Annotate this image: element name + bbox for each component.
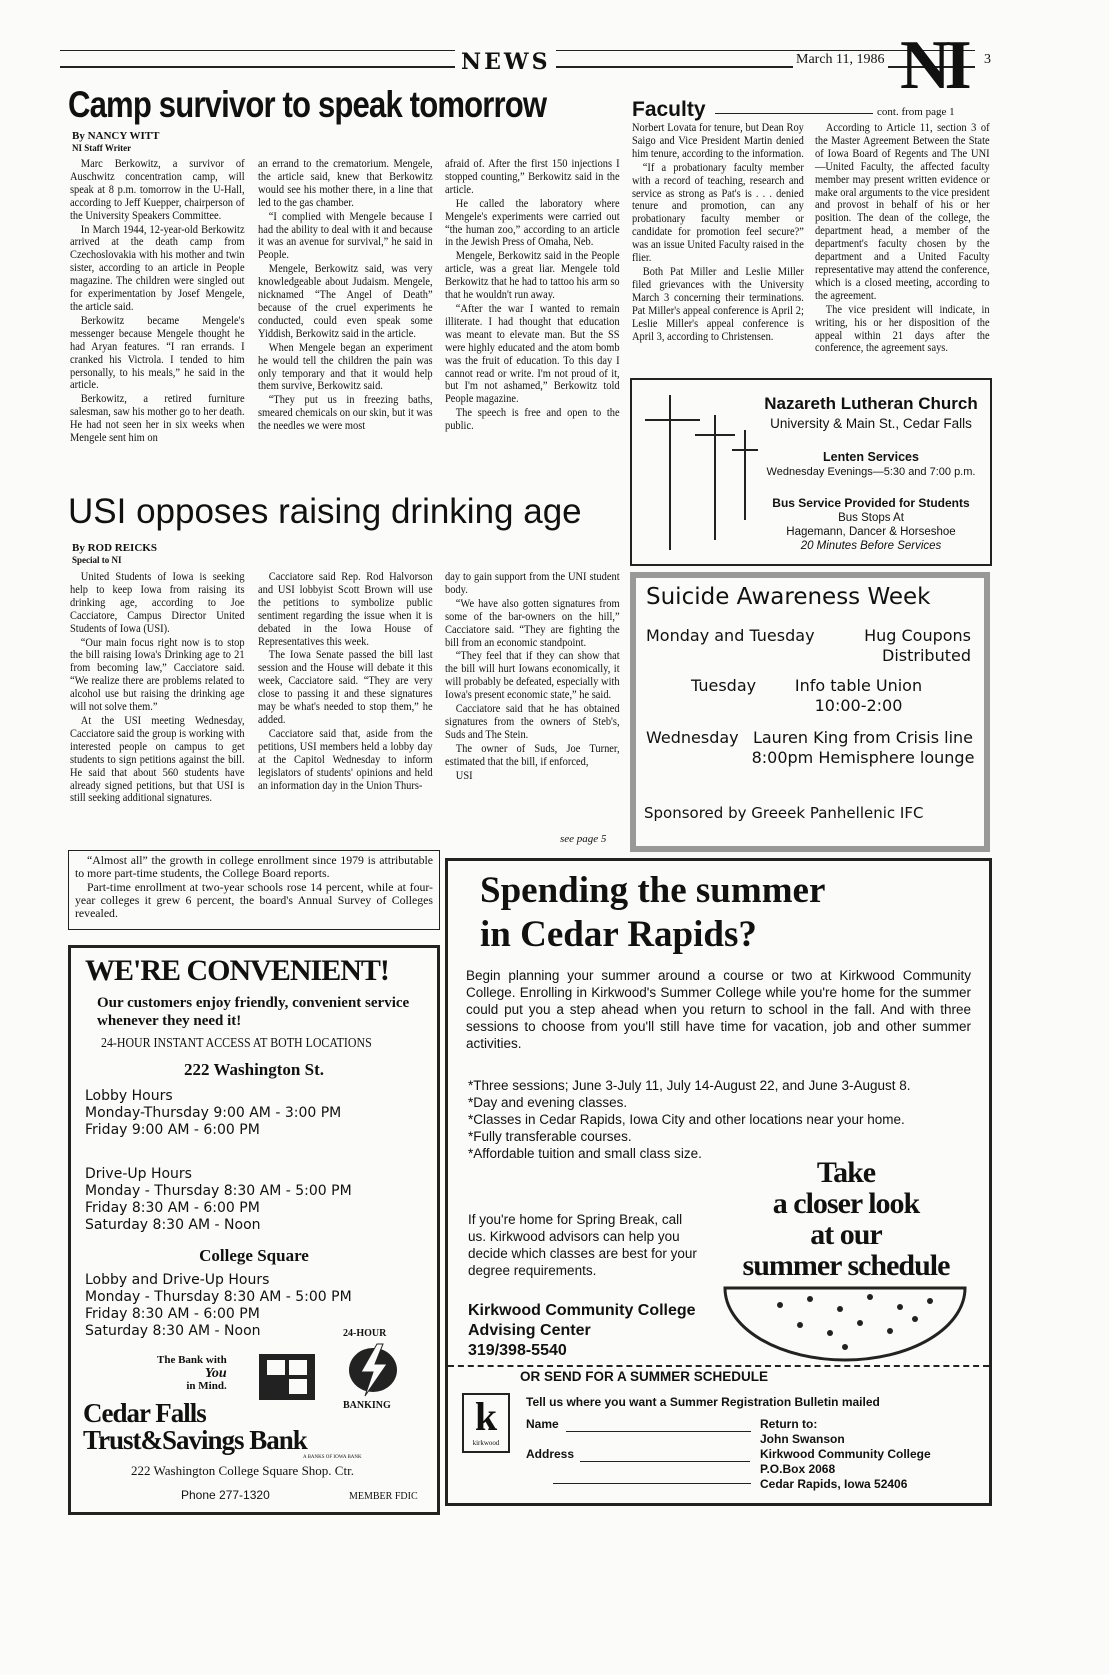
- paragraph: Mengele, Berkowitz said in the People article, was a great liar. Mengele told Berkowitz that he had to tattoo his arm so that he wouldn't run away.: [445, 249, 620, 302]
- suicide-awareness-ad: [630, 572, 990, 852]
- bus-line: Hagemann, Dancer & Horseshoe: [786, 526, 956, 538]
- usi-byline: By ROD REICKS Special to NI: [72, 542, 157, 565]
- return-address: Return to: John Swanson Kirkwood Community College P.O.Box 2068 Cedar Rapids, Iowa 52406: [760, 1417, 931, 1491]
- paragraph: “They feel that if they can show that the bill will hurt Iowans economically, it will probably be defeated, especially with Iowa's present economic state,” he said.: [445, 649, 620, 702]
- event-day: Wednesday: [646, 728, 739, 747]
- paragraph: When Mengele began an experiment he would tell the children the pain was only temporary and that it would help them survive, Berkowitz said.: [258, 340, 433, 393]
- name-field[interactable]: [566, 1431, 751, 1432]
- bus-line: Bus Stops At: [838, 512, 904, 524]
- fdic-label: MEMBER FDIC: [349, 1491, 418, 1502]
- tell-us-text: Tell us where you want a Summer Registration Bulletin mailed: [526, 1395, 880, 1409]
- event-detail: Hug Coupons Distributed: [864, 626, 971, 665]
- event-detail: Info table Union 10:00-2:00: [794, 676, 923, 715]
- paragraph: Mengele, Berkowitz said, was very knowledgeable about Judaism. Mengele, nicknamed “The Angel of Death” because of the cruel experiments he conducted, could even speak some Yiddish, Berkowitz said in the article.: [258, 262, 433, 340]
- paragraph: “If a probationary faculty member with a record of teaching, research and service as strong as Pat's is . . . denied tenure and promotion, can any probationary faculty member or candidate for promotion feel secure?” was an issue United Faculty raised in the flier.: [632, 160, 804, 265]
- usi-column-3: [445, 571, 620, 784]
- address-field[interactable]: [580, 1461, 750, 1462]
- paragraph: According to Article 11, section 3 of the Master Agreement Between the State of Iowa Board of Regents and The UNI—United Faculty, the affected faculty member may present written evidence or make oral arguments to the vice president and provost in behalf of his or her position. The dean of the college, the department head, a member of the department's faculty chosen by the department and a United Faculty representative may attend the conference, which is a closed meeting, according to the agreement.: [815, 121, 990, 302]
- paragraph: Cacciatore said that he has obtained signatures from the owners of Steb's, Suds and The Stein.: [445, 702, 620, 741]
- bus-line: 20 Minutes Before Services: [800, 540, 942, 552]
- paragraph: Norbert Lovata for tenure, but Dean Roy Saigo and Vice President Martin denied him tenure, according to the information.: [632, 121, 804, 160]
- address-label: Address: [526, 1447, 575, 1461]
- coupon-cut-line: [448, 1365, 989, 1367]
- paragraph: Marc Berkowitz, a survivor of Auschwitz concentration camp, will speak at 8 p.m. tomorrow in the U-Hall, according to Jeff Kuepper, chairperson of the University Speakers Committee.: [70, 157, 245, 222]
- bank-name: Cedar Falls Trust&Savings Bank: [83, 1398, 307, 1455]
- bank-tagline: The Bank with You in Mind.: [157, 1354, 227, 1392]
- paragraph: United Students of Iowa is seeking help to keep Iowa from raising its drinking age, according to Joe Cacciatore, Campus Director United Students of Iowa (USI).: [70, 570, 245, 635]
- paragraph: USI: [455, 768, 473, 782]
- faculty-column-2: [815, 122, 990, 356]
- paragraph: “They put us in freezing baths, smeared chemicals on our skin, but it was the needles we were most: [258, 393, 433, 433]
- address-field-line-2[interactable]: [553, 1483, 751, 1484]
- section-name: NEWS: [455, 49, 556, 75]
- usi-column-2: [258, 571, 433, 793]
- faculty-headline: Faculty: [632, 98, 706, 121]
- enrollment-brief: [68, 850, 440, 930]
- kirkwood-logo: k kirkwood: [462, 1393, 510, 1453]
- church-ad: [630, 378, 992, 566]
- location-1: 222 Washington St.: [184, 1060, 324, 1079]
- paragraph: The owner of Suds, Joe Turner, estimated that the bill, if enforced,: [445, 741, 620, 768]
- event-detail: Lauren King from Crisis line 8:00pm Hemisphere lounge: [751, 728, 975, 767]
- take-closer-look: Take a closer look at our summer schedule: [742, 1156, 950, 1282]
- event-day: Monday and Tuesday: [646, 626, 815, 645]
- kirkwood-bullets: *Three sessions; June 3-July 11, July 14-August 22, and June 3-August 8. *Day and evening classes. *Classes in Cedar Rapids, Iowa City and other locations near your home. *Fully transferable courses. *Affordable tuition and small class size.: [468, 1078, 911, 1161]
- paragraph: The Iowa Senate passed the bill last session and the House will debate it this week, Cacciatore said. “They are very close to passing it and these signatures may be what's needed to stop them,” he added.: [258, 648, 433, 726]
- paragraph: “Almost all” the growth in college enrollment since 1979 is attributable to more part-time students, the College Board reports.: [75, 853, 433, 880]
- paragraph: The vice president will indicate, in writing, his or her disposition of the appeal within 21 days after the conference, the agreement says.: [815, 302, 990, 355]
- paragraph: day to gain support from the UNI student body.: [445, 570, 620, 596]
- bus-title: Bus Service Provided for Students: [772, 496, 970, 510]
- faculty-column-1: [632, 122, 804, 344]
- ni-logo: NI: [900, 27, 966, 104]
- services-time: Wednesday Evenings—5:30 and 7:00 p.m.: [766, 466, 976, 478]
- lobby-hours: Lobby Hours Monday-Thursday 9:00 AM - 3:00 PM Friday 9:00 AM - 6:00 PM: [85, 1088, 342, 1138]
- watermelon-icon: [720, 1285, 970, 1363]
- faculty-cont: cont. from page 1: [877, 106, 955, 118]
- camp-column-3: [445, 158, 620, 434]
- paragraph: Berkowitz, a retired furniture salesman, saw his mother go to her death. He had not seen her in six weeks when Mengele sent him on: [70, 392, 245, 445]
- spring-break-note: If you're home for Spring Break, call us. Kirkwood advisors can help you decide which classes are best for your degree requirements.: [468, 1212, 697, 1278]
- paragraph: an errand to the crematorium. Mengele, the article said, knew that Berkowitz would see his mother there, in a line that led to the gas chamber.: [258, 157, 433, 209]
- issue-date: March 11, 1986: [793, 52, 888, 68]
- atm-label: BANKING: [343, 1400, 391, 1411]
- faculty-rule: [715, 113, 873, 114]
- college-square-hours: Lobby and Drive-Up Hours Monday - Thursday 8:30 AM - 5:00 PM Friday 8:30 AM - 6:00 PM Saturday 8:30 AM - Noon: [85, 1272, 352, 1339]
- usi-column-1: [70, 571, 245, 806]
- location-2: College Square: [199, 1246, 309, 1265]
- paragraph: At the USI meeting Wednesday, Cacciatore said the group is working with interested people on campus to get students to sign petitions against the bill. He said that about 560 students have already signed petitions, but that USI is still seeking additional signatures.: [70, 713, 245, 805]
- camp-column-2: [258, 158, 433, 434]
- services-title: Lenten Services: [823, 450, 919, 464]
- church-address: University & Main St., Cedar Falls: [770, 416, 972, 431]
- camp-byline: By NANCY WITT NI Staff Writer: [72, 130, 160, 153]
- kirkwood-ad: [445, 858, 992, 1506]
- bank-address: 222 Washington College Square Shop. Ctr.: [131, 1463, 354, 1478]
- name-label: Name: [526, 1417, 559, 1431]
- advising-center: Kirkwood Community College Advising Center 319/398-5540: [468, 1302, 696, 1359]
- paragraph: afraid of. After the first 150 injections I stopped counting,” Berkowitz said in the article.: [445, 157, 620, 196]
- kirkwood-headline: Spending the summer in Cedar Rapids?: [480, 870, 826, 955]
- atm-label: 24-HOUR: [343, 1328, 387, 1339]
- paragraph: “After the war I wanted to remain illiterate. I had thought that education was meant to elevate man. But the SS were highly educated and the atom bomb was the fruit of education. To this day I cannot read or write. I'm not proud of it, but I'm not ashamed,” Berkowitz told People magazine.: [445, 301, 620, 406]
- paragraph: The speech is free and open to the public.: [445, 406, 620, 433]
- paragraph: He called the laboratory where Mengele's experiments were carried out “the human zoo,” according to an article in the Jewish Press of Omaha, Neb.: [445, 196, 620, 249]
- paragraph: “I complied with Mengele because I had the ability to deal with it and because it was an avenue for survival,” he said in People.: [258, 209, 433, 262]
- bank-intro: Our customers enjoy friendly, convenient service whenever they need it!: [97, 995, 410, 1029]
- paragraph: Part-time enrollment at two-year schools rose 14 percent, while at four-year colleges it grew 6 percent, the board's Annual Survey of Colleges revealed.: [75, 879, 433, 920]
- paragraph: Berkowitz became Mengele's messenger because Mengele thought he had Aryan features. “I ran errands. I cranked his Victrola. I tended to him personally, to his meals,” he said in the article.: [70, 313, 245, 392]
- bank-phone: Phone 277-1320: [181, 1488, 270, 1502]
- bank-headline: WE'RE CONVENIENT!: [85, 954, 389, 987]
- kirkwood-intro: Begin planning your summer around a course or two at Kirkwood Community College. Enrolling in Kirkwood's Summer College while you're home for the summer could put you a step ahead when you return to school in the fall. And with three sessions to choose from you'll still have time for vacation, job and other summer activities.: [466, 968, 971, 1051]
- paragraph: “Our main focus right now is to stop the bill raising Iowa's Drinking age to 21 from becoming law,” Cacciatore said. “We realize there are problems related to alcohol use but raising the drinking age will not solve them.”: [70, 635, 245, 714]
- bank-ad: [68, 945, 440, 1515]
- event-day: Tuesday: [691, 676, 757, 695]
- camp-headline: Camp survivor to speak tomorrow: [68, 84, 547, 125]
- bank-network: A BANKS OF IOWA BANK: [303, 1455, 362, 1460]
- page-number: 3: [984, 52, 991, 67]
- paragraph: Both Pat Miller and Leslie Miller filed grievances with the University March 3 concerning their terminations. Pat Miller's appeal conference is April 2; Leslie Miller's appeal conference is April 3, according to Christensen.: [632, 264, 804, 343]
- bank-logo-icon: [257, 1352, 317, 1402]
- paragraph: Cacciatore said Rep. Rod Halvorson and USI lobbyist Scott Brown will use the petitions to symbolize public sentiment regarding the issue when it is debated in the Iowa House of Representatives this week.: [258, 570, 433, 648]
- send-schedule-title: OR SEND FOR A SUMMER SCHEDULE: [520, 1369, 769, 1384]
- drive-up-hours: Drive-Up Hours Monday - Thursday 8:30 AM - 5:00 PM Friday 8:30 AM - 6:00 PM Saturday 8:30 AM - Noon: [85, 1166, 352, 1233]
- see-page-link[interactable]: see page 5: [560, 833, 607, 845]
- sponsor: Sponsored by Greeek Panhellenic IFC: [644, 804, 924, 822]
- atm-lightning-icon: [343, 1342, 403, 1397]
- church-name: Nazareth Lutheran Church: [764, 394, 978, 413]
- crosses-icon: [640, 390, 760, 555]
- usi-headline: USI opposes raising drinking age: [68, 492, 582, 531]
- suicide-title: Suicide Awareness Week: [646, 584, 931, 610]
- paragraph: “We have also gotten signatures from some of the bar-owners on the hill,” Cacciatore said. “They are fighting the bill from an economic standpoint.: [445, 596, 620, 649]
- camp-column-1: [70, 158, 245, 446]
- paragraph: In March 1944, 12-year-old Berkowitz arrived at the death camp from Czechoslovakia with his mother and twin sister, according to an article in People magazine. The children were singled out for experimentation by Josef Mengele, the article said.: [70, 222, 245, 313]
- paragraph: Cacciatore said that, aside from the petitions, USI members held a lobby day at the Capitol Wednesday to inform legislators of students' opinions and held an information day in the Union Thurs-: [258, 726, 433, 792]
- bank-access: 24-HOUR INSTANT ACCESS AT BOTH LOCATIONS: [101, 1036, 372, 1051]
